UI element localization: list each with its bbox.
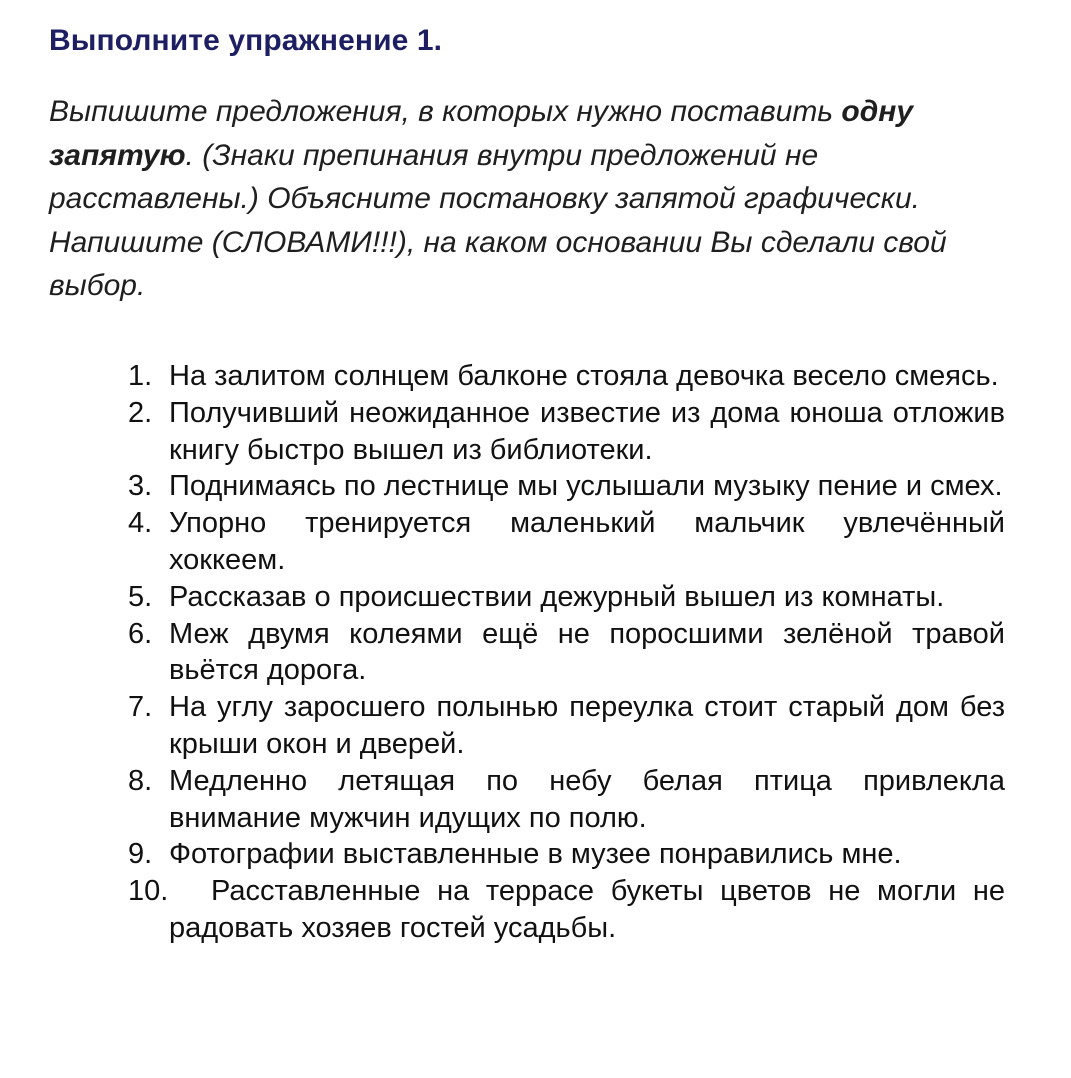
exercise-number: 7. <box>128 691 153 724</box>
exercise-sentence: Медленно летящая по небу белая птица привлекла внимание мужчин идущих по полю. <box>169 764 1005 834</box>
exercise-item <box>128 505 1005 579</box>
exercise-number: 1. <box>128 360 153 392</box>
exercise-sentence: На залитом солнцем балконе стояла девочка весело смеясь. <box>169 360 999 392</box>
exercise-number: 6. <box>128 617 153 650</box>
exercise-sentence: Меж двумя колеями ещё не поросшими зелёной травой вьётся дорога. <box>169 617 1005 687</box>
exercise-sentence: Расставленные на террасе букеты цветов не могли не радовать хозяев гостей усадьбы. <box>169 875 1005 944</box>
exercise-number: 9. <box>128 838 153 871</box>
exercise-number: 4. <box>128 507 153 540</box>
exercise-item <box>128 468 1005 505</box>
exercise-sentence: Фотографии выставленные в музее понравились мне. <box>169 838 902 871</box>
exercise-item <box>128 689 1005 763</box>
exercise-item <box>128 836 1005 873</box>
exercise-item <box>128 579 1005 616</box>
exercise-number: 8. <box>128 764 153 797</box>
instruction-part-1: Выпишите предложения, в которых нужно поставить <box>49 95 842 128</box>
exercise-item <box>128 873 1005 947</box>
exercise-number: 10. <box>128 875 169 908</box>
exercise-sentence: Рассказав о происшествии дежурный вышел из комнаты. <box>169 580 945 613</box>
exercise-number: 3. <box>128 470 153 503</box>
exercise-sentence: Упорно тренируется маленький мальчик увлечённый хоккеем. <box>169 507 1005 576</box>
exercise-item <box>128 395 1005 469</box>
exercise-list <box>128 358 1005 947</box>
exercise-sentence: Получивший неожиданное известие из дома юноша отложив книгу быстро вышел из библиотеки. <box>169 396 1005 466</box>
exercise-item <box>128 358 1005 395</box>
instruction-emphasis: одну запятую <box>49 95 914 172</box>
exercise-sentence: Поднимаясь по лестнице мы услышали музыку пение и смех. <box>169 470 1003 503</box>
exercise-item <box>128 763 1005 837</box>
exercise-sentence: На углу заросшего полынью переулка стоит старый дом без крыши окон и дверей. <box>169 691 1005 760</box>
exercise-number: 5. <box>128 580 153 613</box>
exercise-number: 2. <box>128 396 153 429</box>
instruction-part-2: . (Знаки препинания внутри предложений не расставлены.) Объясните постановку запятой графически. Напишите (СЛОВАМИ!!!), на каком основании Вы сделали свой выбор. <box>49 138 947 302</box>
exercise-title: Выполните упражнение 1. <box>49 24 443 57</box>
instruction-text <box>49 90 1009 308</box>
exercise-item <box>128 616 1005 690</box>
